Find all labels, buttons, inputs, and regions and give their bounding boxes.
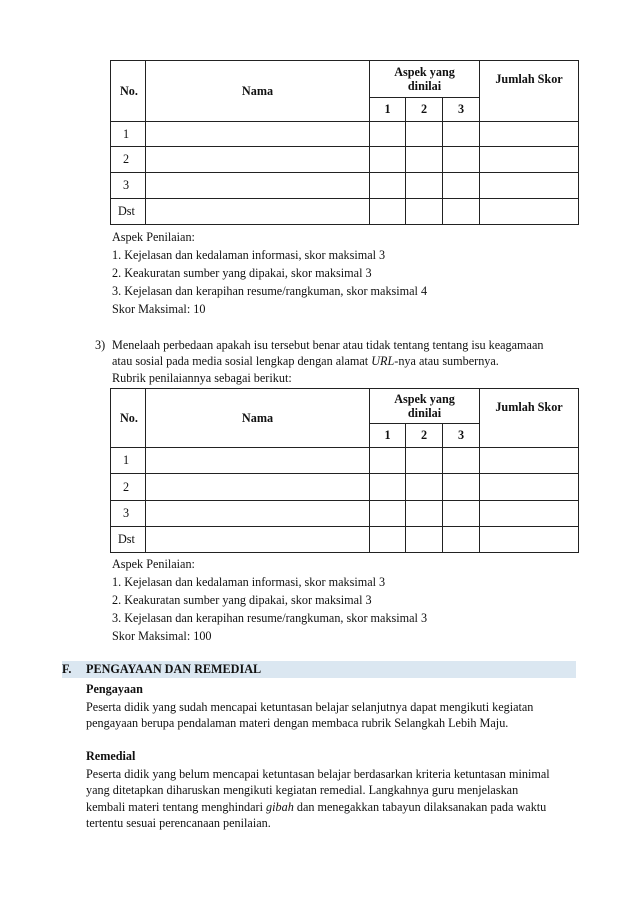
header-aspek-2: 2 [406, 98, 443, 122]
remedial-title: Remedial [86, 749, 136, 763]
row-number: 3 [111, 501, 146, 527]
header-aspek: Aspek yang dinilai [370, 61, 480, 98]
table-row [111, 527, 579, 553]
header-no: No. [111, 61, 146, 122]
remedial-text: tertentu sesuai perencanaan penilaian. [86, 816, 271, 830]
pengayaan-title: Pengayaan [86, 682, 143, 696]
rubric-table-2 [110, 388, 579, 553]
row-number: 3 [111, 173, 146, 199]
header-aspek-1: 1 [370, 98, 406, 122]
item3-line1: Menelaah perbedaan apakah isu tersebut benar atau tidak tentang tentang isu keagamaan [112, 338, 544, 352]
row-number: Dst [111, 527, 146, 553]
aspek-heading: Aspek Penilaian: [112, 230, 195, 244]
item3-line2: atau sosial pada media sosial lengkap dengan alamat URL-nya atau sumbernya. [112, 354, 499, 368]
rubric-table-1 [110, 60, 579, 225]
header-aspek: Aspek yang dinilai [370, 389, 480, 424]
pengayaan-text: Peserta didik yang sudah mencapai ketuntasan belajar selanjutnya dapat mengikuti kegiatan [86, 700, 534, 714]
row-number: 1 [111, 122, 146, 147]
pengayaan-text: pengayaan berupa pendalaman materi dengan membaca rubrik Selangkah Lebih Maju. [86, 716, 509, 730]
row-number: Dst [111, 199, 146, 225]
aspek-item: 3. Kejelasan dan kerapihan resume/rangkuman, skor maksimal 3 [112, 611, 428, 625]
aspek-item: 2. Keakuratan sumber yang dipakai, skor maksimal 3 [112, 266, 372, 280]
remedial-text: yang ditetapkan diharuskan mengikuti kegiatan remedial. Langkahnya guru menjelaskan [86, 783, 519, 797]
table-row [111, 173, 579, 199]
table-row [111, 474, 579, 501]
header-aspek-2: 2 [406, 424, 443, 448]
aspek-item: 1. Kejelasan dan kedalaman informasi, skor maksimal 3 [112, 575, 386, 589]
header-nama: Nama [146, 389, 370, 448]
aspek-item: 1. Kejelasan dan kedalaman informasi, skor maksimal 3 [112, 248, 386, 262]
header-jumlah-skor: Jumlah Skor [480, 389, 579, 448]
item3-line3: Rubrik penilaiannya sebagai berikut: [112, 371, 292, 385]
header-aspek-1: 1 [370, 424, 406, 448]
header-jumlah-skor: Jumlah Skor [480, 61, 579, 122]
header-aspek-3: 3 [443, 98, 480, 122]
row-number: 2 [111, 474, 146, 501]
skor-maksimal: Skor Maksimal: 10 [112, 302, 206, 316]
remedial-text: kembali materi tentang menghindari gibah dan menegakkan tabayun dilaksanakan pada waktu [86, 800, 547, 814]
section-title: PENGAYAAN DAN REMEDIAL [86, 662, 262, 676]
section-letter: F. [62, 662, 72, 676]
skor-maksimal: Skor Maksimal: 100 [112, 629, 212, 643]
row-number: 1 [111, 448, 146, 474]
remedial-text: Peserta didik yang belum mencapai ketuntasan belajar berdasarkan kriteria ketuntasan minimal [86, 767, 550, 781]
table-row [111, 501, 579, 527]
header-nama: Nama [146, 61, 370, 122]
aspek-heading: Aspek Penilaian: [112, 557, 195, 571]
list-number: 3) [95, 338, 106, 352]
table-row [111, 199, 579, 225]
header-aspek-3: 3 [443, 424, 480, 448]
table-row [111, 122, 579, 147]
table-row [111, 448, 579, 474]
row-number: 2 [111, 147, 146, 173]
header-no: No. [111, 389, 146, 448]
table-row [111, 147, 579, 173]
aspek-item: 2. Keakuratan sumber yang dipakai, skor maksimal 3 [112, 593, 372, 607]
aspek-item: 3. Kejelasan dan kerapihan resume/rangkuman, skor maksimal 4 [112, 284, 428, 298]
